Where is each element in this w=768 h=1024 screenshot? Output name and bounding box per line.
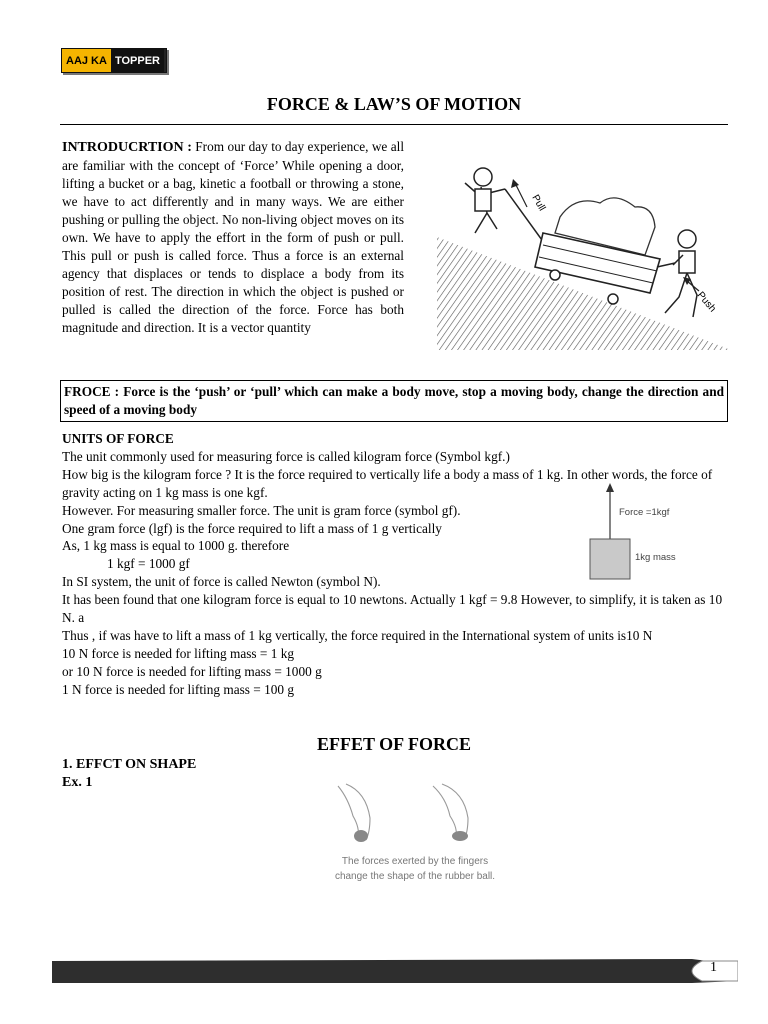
intro-text: From our day to day experience, we all are familiar with the concept of ‘Force’ While opening a door, lifting a bucket or a bag, kinetic a football or throwing a stone, we have to act differently and in many ways. We are either pushing or pulling the object. No non-living object moves on its own. We have to apply the effort in the form of push or pull. This pull or push is called force. Thus a force is an external agency that displaces or tends to displace a body from its position of rest. The direction in which the object is pushed or pulled is called the direction of the force. Force has both magnitude and direction. It is a vector quantity [62, 139, 405, 335]
brand-logo [61, 48, 167, 73]
units-line: 1 N force is needed for lifting mass = 100 g [62, 681, 295, 697]
units-line: How big is the kilogram force ? It is the force required to vertically life a body a mass of 1 kg. In other words, the force of gravity acting on 1 kg mass is one kgf. [62, 466, 713, 500]
footer-bar [52, 957, 738, 985]
units-line: As, 1 kg mass is equal to 1000 g. therefore [62, 538, 290, 554]
units-line: The unit commonly used for measuring force is called kilogram force (Symbol kgf.) [62, 448, 510, 464]
force-label: Force =1kgf [619, 507, 670, 518]
page-number: 1 [710, 960, 717, 975]
effect-subheading [62, 756, 196, 792]
ball-left [354, 830, 368, 842]
units-line: In SI system, the unit of force is called Newton (symbol N). [62, 574, 381, 590]
units-line: 10 N force is needed for lifting mass = 1 kg [62, 645, 295, 661]
boy-pushing [665, 230, 697, 317]
pull-arrow [511, 179, 547, 213]
force-definition-box: FROCE : Force is the ‘push’ or ‘pull’ which can make a body move, stop a moving body, change the direction and speed of a moving body [60, 380, 728, 422]
kgf-mass-diagram [585, 482, 710, 582]
rubber-ball-illustration [318, 778, 513, 888]
units-line: One gram force (lgf) is the force required to lift a mass of 1 g vertically [62, 520, 442, 536]
effect-shape-heading: 1. EFFCT ON SHAPE [62, 757, 197, 772]
push-label: Push [694, 289, 718, 315]
ball-right [452, 831, 468, 841]
example-label: Ex. 1 [62, 775, 93, 790]
effect-title: EFFET OF FORCE [316, 734, 471, 754]
intro-heading: INTRODUCRTION : [62, 140, 192, 155]
page-title: FORCE & LAW’S OF MOTION [266, 94, 522, 114]
mass-label: 1kg mass [635, 552, 676, 563]
units-equation: 1 kgf = 1000 gf [107, 556, 190, 572]
cart-push-pull-illustration [435, 155, 731, 350]
title-divider [60, 124, 728, 125]
ball-caption-line1: The forces exerted by the fingers [341, 856, 489, 867]
mass-block [590, 539, 630, 579]
force-arrow-head [606, 483, 614, 492]
boy-pulling [465, 168, 505, 233]
pull-label: Pull [529, 193, 548, 213]
units-line: It has been found that one kilogram force is equal to 10 newtons. Actually 1 kgf = 9.8 However, to simplify, it is taken as 10 N. a [62, 592, 723, 626]
intro-paragraph [62, 138, 404, 337]
units-line: Thus , if was have to lift a mass of 1 kg vertically, the force required in the International system of units is10 N [62, 627, 653, 643]
push-arrow [683, 277, 718, 314]
ball-caption-line2: change the shape of the rubber ball. [334, 871, 496, 882]
logo-part1: AAJ KA [62, 49, 111, 72]
units-line: or 10 N force is needed for lifting mass = 1000 g [62, 663, 322, 679]
units-heading: UNITS OF FORCE [62, 431, 174, 446]
logo-part2: TOPPER [111, 49, 164, 72]
units-line: However. For measuring smaller force. The unit is gram force (symbol gf). [62, 502, 461, 518]
